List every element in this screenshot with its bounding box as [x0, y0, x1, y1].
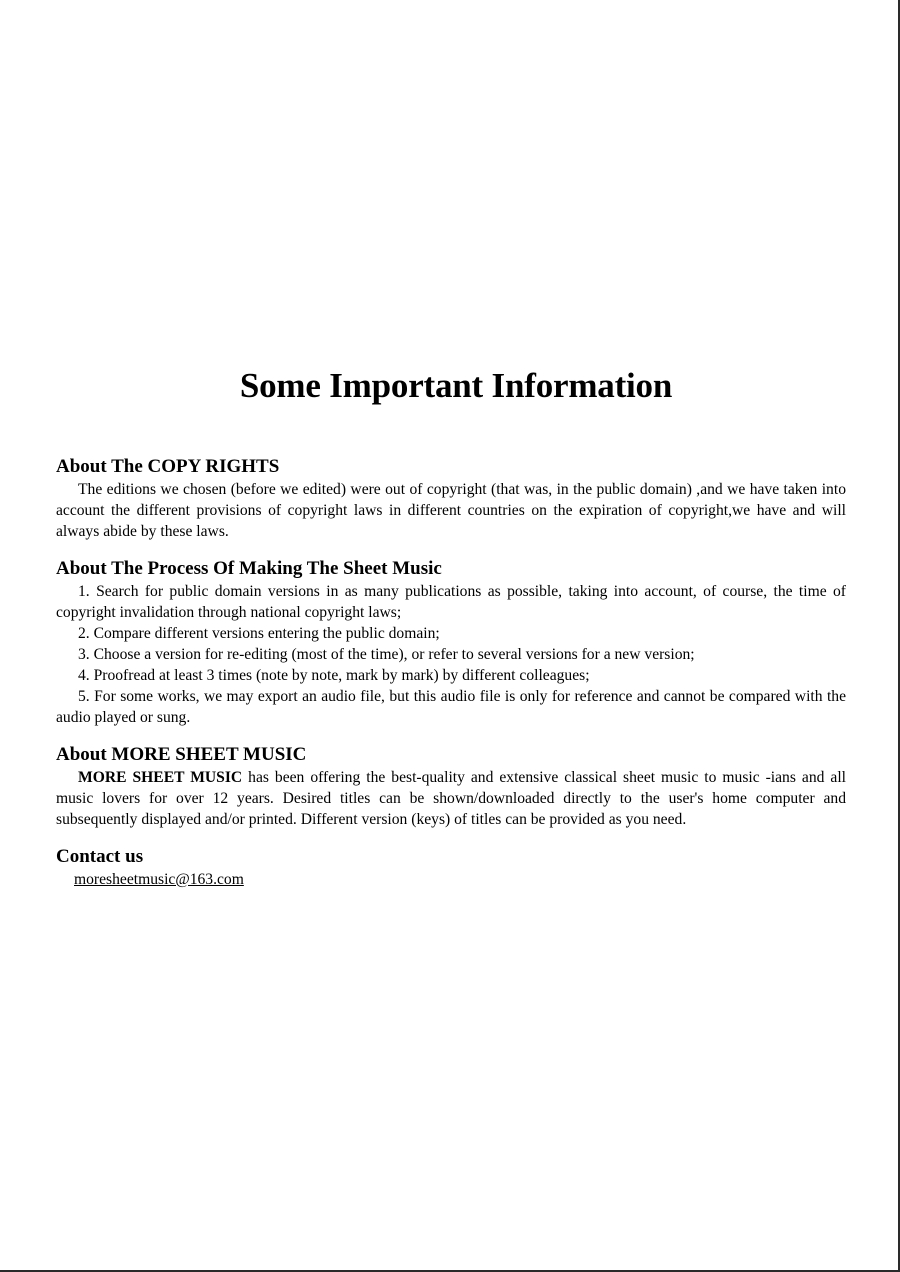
process-step-1: 1. Search for public domain versions in as many publications as possible, taking into account, of course, the time of copyright invalidation through national copyright laws; [56, 583, 846, 621]
process-step-2: 2. Compare different versions entering the public domain; [78, 625, 440, 642]
copyright-text: The editions we chosen (before we edited) were out of copyright (that was, in the public domain) ,and we have taken into account the different provisions of copyright laws in different countries on the expiration of copyright,we have and will always abide by these laws. [56, 481, 846, 540]
process-section [56, 557, 846, 728]
about-section [56, 743, 846, 830]
copyright-heading: About The COPY RIGHTS [56, 456, 280, 477]
contact-section [56, 845, 846, 890]
process-step-4: 4. Proofread at least 3 times (note by note, mark by mark) by different colleagues; [78, 667, 590, 684]
copyright-section [56, 455, 846, 542]
process-step-3: 3. Choose a version for re-editing (most of the time), or refer to several versions for a new version; [78, 646, 695, 663]
contact-heading: Contact us [56, 846, 144, 867]
process-step-5: 5. For some works, we may export an audio file, but this audio file is only for reference and cannot be compared with the audio played or sung. [56, 688, 846, 726]
page-title: Some Important Information [239, 366, 673, 405]
about-heading: About MORE SHEET MUSIC [56, 744, 307, 765]
brand-name: MORE SHEET MUSIC [78, 769, 243, 786]
document-content [56, 455, 846, 905]
about-text [56, 767, 846, 830]
about-body: has been offering the best-quality and extensive classical sheet music to music -ians and all music lovers for over 12 years. Desired titles can be shown/downloaded directly to the user's home computer and subsequently displayed and/or printed. Different version (keys) of titles can be provided as you need. [56, 769, 846, 828]
contact-email-link[interactable]: moresheetmusic@163.com [74, 871, 244, 888]
process-heading: About The Process Of Making The Sheet Music [56, 558, 442, 579]
